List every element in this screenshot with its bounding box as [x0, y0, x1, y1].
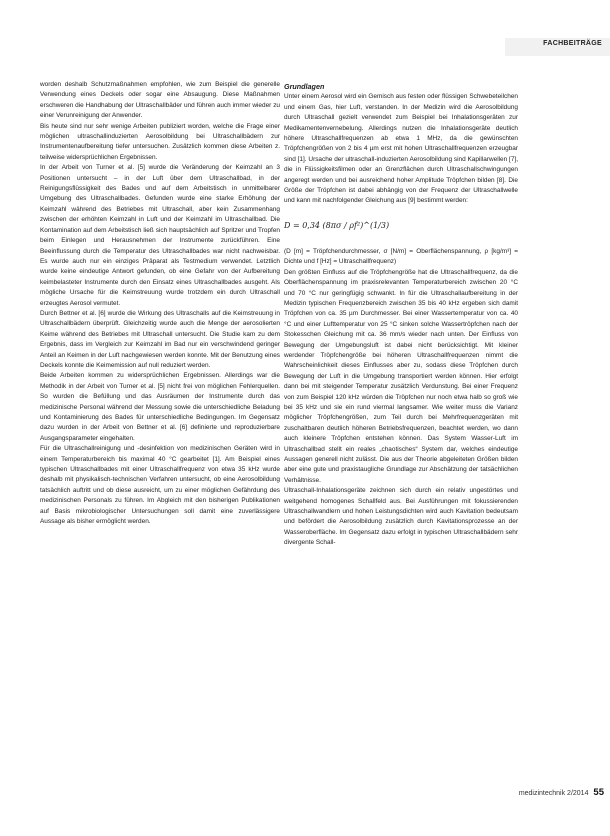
- paragraph: Beide Arbeiten kommen zu widersprüchlichen Ergebnissen. Allerdings war die Methodik in der Arbeit von Turner et al. [5] nicht frei von möglichen Fehlerquellen. So wurden die Befüllung und das Ausräumen der Instrumente durch das medizinische Personal während der Messung sowie die unterschiedliche Beladung und Kontaminierung des Bades für unterschiedliche Bedingungen. Im Gegensatz dazu wurden in der Arbeit von Bettner et al. [6] definierte und reproduzierbare Ausgangsparameter eingehalten.: [40, 372, 280, 442]
- paragraph: Den größten Einfluss auf die Tröpfchengröße hat die Ultraschallfrequenz, da die Oberflächenspannung im praxisrelevanten Temperaturbereich zwischen 20 °C und 70 °C nur geringfügig schwankt. In für die Ultraschallaufbereitung in der Medizin typischen Frequenzbereich zwischen 35 bis 40 kHz ergeben sich damit Tröpfchen von ca. 35 µm Durchmesser. Bei einer Wassertemperatur von ca. 40 °C und einer Lufttemperatur von 25 °C sinken solche Wassertröpfchen nach der Stokesschen Gleichung mit ca. 36 mm/s wieder nach unten. Der Einfluss von Bewegung der Umgebungsluft ist dabei nicht berücksichtigt. Mit kleiner werdender Tröpfchengröße bei höheren Ultraschallfrequenzen nimmt die Wahrscheinlichkeit dieses Einflusses aber zu, sodass diese Tröpfchen durch Bewegung der Luft in die Umgebung transportiert werden können. Hier erfolgt dann bei mit steigender Temperatur zusätzlich Verdunstung. Bei einer Frequenz von zum Beispiel 120 kHz würden die Tröpfchen nur noch etwa halb so groß wie bei 35 kHz und sie ein rund viermal langsamer. Wie weiter muss die Varianz möglicher Tröpfchengrößen, zum Teil durch bei Mehrfrequenzgeräten mit zuschaltbaren deutlich höheren Betriebsfrequenzen, beachtet werden, wo dann auch kleinere Tröpfchen entstehen können. Das System Wasser-Luft im Ultraschallbad stellt ein reales „chaotisches“ System dar, welches eindeutige Aussagen generell nicht zulässt. Die aus der Theorie abgeleiteten Größen bilden aber eine gute und praxistaugliche Grundlage zur Abschätzung der tatsächlichen Verhältnisse.: [284, 268, 518, 484]
- paragraph: Durch Bettner et al. [6] wurde die Wirkung des Ultraschalls auf die Keimstreuung in Ultraschallbädern überprüft. Gleichzeitig wurde auch die Menge der aerosolierten Keime während des Betriebes mit Ultraschall untersucht. Die Studie kam zu dem Ergebnis, dass im Vergleich zur Keimzahl im Bad nur ein verschwindend geringer Anteil an Keimen in der Luft nachgewiesen werden konnte. Mit der Benutzung eines Deckels konnte die Keimemission auf null reduziert werden.: [40, 309, 280, 369]
- section-label: FACHBEITRÄGE: [543, 40, 602, 47]
- paragraph: Ultraschall-Inhalationsgeräte zeichnen sich durch ein relativ ungestörtes und weitgehend homogenes Schallfeld aus. Bei Ausführungen mit fokussierenden Ultraschallwandlern und hohen Leistungsdichten wird auch Kavitation bedeutsam und befördert die Aerosolbildung zusätzlich durch Kavitationsprozesse an der Wasseroberfläche. Im Gegensatz dazu erfolgt in typischen Ultraschallbädern sehr divergente Schall-: [284, 487, 518, 547]
- droplet-size-formula: D = 0,34 (8πσ / ρf²)^(1/3): [284, 220, 390, 230]
- paragraph: Bis heute sind nur sehr wenige Arbeiten publiziert worden, welche die Frage einer möglichen ultraschallinduzierten Aerosolbildung bei Ultraschallbädern zur Instrumentenaufbereitung tiefer untersuchen. Zusätzlich kommen diese Arbeiten z. teilweise widersprüchlichen Ergebnissen.: [40, 122, 280, 161]
- left-column: [40, 80, 280, 527]
- page-footer: [519, 787, 604, 798]
- paragraph: (D [m] = Tröpfchendurchmesser, σ [N/m] = Oberflächenspannung, ρ [kg/m³] = Dichte und f [Hz] = Ultraschallfrequenz): [284, 247, 518, 266]
- paragraph: Unter einem Aerosol wird ein Gemisch aus festen oder flüssigen Schwebeteilchen und einem Gas, hier Luft, verstanden. In der Medizin wird die Aerosolbildung durch Ultraschall gezielt verwendet zum Beispiel bei Inhalationsgeräten zur Medikamentenvernebelung. Allerdings nutzen die Inhalationsgeräte deutlich höhere Ultraschallfrequenzen ab etwa 1 MHz, da die gewünschten Tröpfchengrößen von 2 bis 4 µm erst mit hohen Ultraschallfrequenzen erzeugbar sind [1]. Ursache der ultraschall-induzierten Aerosolbildung sind Kapillarwellen [7], die in Flüssigkeitsfilmen oder an Grenzflächen durch Ultraschallschwingungen angeregt werden und bei ausreichend hoher Amplitude Tröpfchen bilden [8]. Die Größe der Tröpfchen ist dabei abhängig von der Frequenz der Ultraschallwelle und kann mit nachfolgender Gleichung aus [9] bestimmt werden:: [284, 93, 518, 205]
- journal-name: medizintechnik 2/2014: [518, 790, 589, 797]
- page-number: 55: [593, 787, 604, 798]
- section-heading: Grundlagen: [284, 82, 325, 91]
- right-column: [284, 82, 518, 549]
- paragraph: In der Arbeit von Turner et al. [5] wurde die Veränderung der Keimzahl an 3 Positionen untersucht – in der Luft über dem Ultraschallbad, in der Reinigungsflüssigkeit des Bades und auf dem Arbeitstisch in unmittelbarer Umgebung des Ultraschallbades. Gefunden wurde eine starke Erhöhung der Keimzahl während des Betriebes mit Ultraschall, aber kein Zusammenhang zwischen der erhöhten Keimzahl in Luft und der Keimzahl im Ultraschallbad. Die Kontamination auf dem Arbeitstisch ließ sich hauptsächlich auf Spritzer und Tropfen beim Einlegen und Herausnehmen der Instrumente zurückführen. Eine Beeinflussung durch die Temperatur des Ultraschallbades war nicht nachweisbar. Es wurde auch nur ein einziges Präparat als Testmedium verwendet. Letztlich wurde keine eindeutige Antwort gefunden, ob eine Gefahr von der Aufbereitung keimbelasteter Instrumente durch den Einsatz eines Ultraschallbades ausgeht. Als mögliche Ursache für die Keimstreuung wurde trotzdem ein durch Ultraschall erzeugtes Aerosol vermutet.: [40, 164, 280, 307]
- paragraph: Für die Ultraschallreinigung und -desinfektion von medizinischen Geräten wird in einem Temperaturbereich bis maximal 40 °C gearbeitet [1]. Am Beispiel eines typischen Ultraschallbades mit einer Ultraschallfrequenz von etwa 35 kHz wurde deshalb mit physikalisch-technischen Verfahren untersucht, ob eine Aerosolbildung tatsächlich auftritt und ob diese ausreicht, um zu einer möglichen Gefährdung des medizinischen Personals zu führen. Im Abgleich mit den bisherigen Publikationen auf Basis mikrobiologischer Untersuchungen soll damit eine zuverlässigere Aussage als bisher ermöglicht werden.: [40, 445, 280, 526]
- paragraph: worden deshalb Schutzmaßnahmen empfohlen, wie zum Beispiel die generelle Verwendung eines Deckels oder sogar eine Absaugung. Diese Maßnahmen erschweren die Handhabung der Ultraschallbäder und führen auch immer wieder zu einer Verunreinigung der Anwender.: [40, 81, 280, 120]
